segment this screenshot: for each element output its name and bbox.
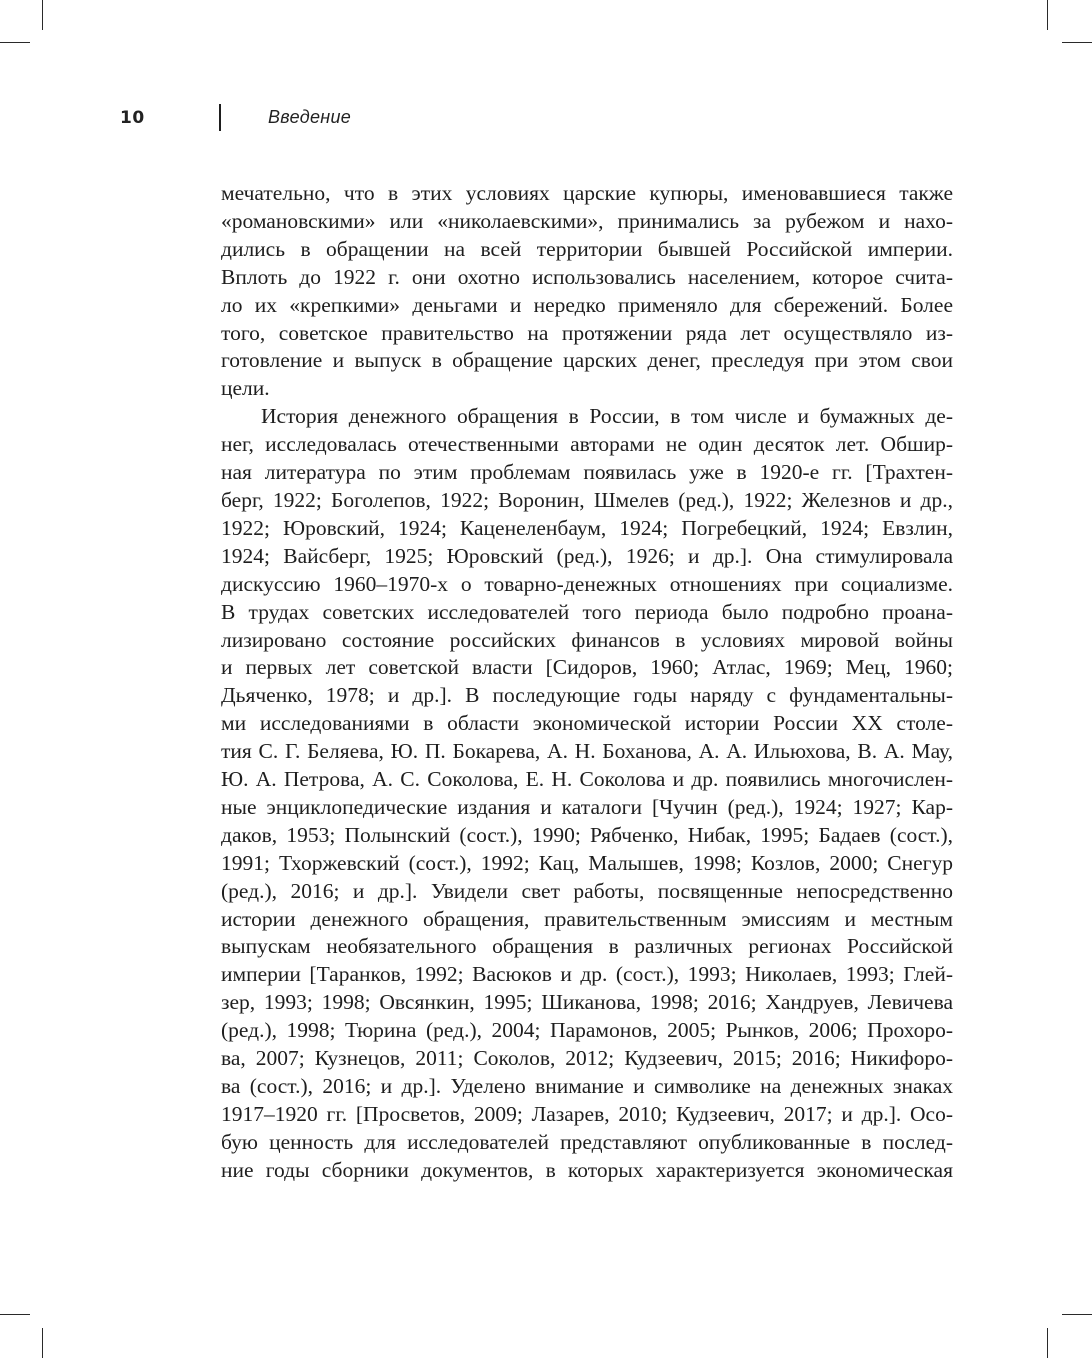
text-line: ная литература по этим проблемам появилась уже в 1920-е гг. [Трахтен- bbox=[221, 460, 953, 485]
text-line: (ред.), 2016; и др.]. Увидели свет работы, посвященные непосредственно bbox=[221, 878, 953, 903]
text-line: В трудах советских исследователей того периода было подробно проана- bbox=[221, 599, 953, 624]
text-line: готовление и выпуск в обращение царских денег, преследуя при этом свои bbox=[221, 348, 953, 373]
text-line: истории денежного обращения, правительственным эмиссиям и местным bbox=[221, 906, 953, 931]
text-line: выпускам необязательного обращения в различных регионах Российской bbox=[221, 934, 953, 959]
crop-mark-bottom-left-v bbox=[42, 1328, 43, 1358]
text-line: нег, исследовалась отечественными авторами не один десяток лет. Обшир- bbox=[221, 432, 953, 457]
text-line: дились в обращении на всей территории бывшей Российской империи. bbox=[221, 236, 953, 261]
text-line: Вплоть до 1922 г. они охотно использовались населением, которое счита- bbox=[221, 264, 953, 289]
text-line: ло их «крепкими» деньгами и нередко применяло для сбережений. Более bbox=[221, 292, 953, 317]
text-line: мечательно, что в этих условиях царские купюры, именовавшиеся также bbox=[221, 181, 953, 205]
text-line: 1924; Вайсберг, 1925; Юровский (ред.), 1926; и др.]. Она стимулировала bbox=[221, 543, 953, 568]
text-line: ние годы сборники документов, в которых характеризуется экономическая bbox=[221, 1157, 953, 1182]
text-line: дискуссию 1960–1970-х о товарно-денежных отношениях при социализме. bbox=[221, 571, 953, 596]
text-line: ные энциклопедические издания и каталоги [Чучин (ред.), 1924; 1927; Кар- bbox=[221, 794, 953, 819]
text-line: тия С. Г. Беляева, Ю. П. Бокарева, А. Н. Боханова, А. А. Ильюхова, В. А. Мау, bbox=[221, 739, 953, 764]
text-line: 1917–1920 гг. [Просветов, 2009; Лазарев, 2010; Кудзеевич, 2017; и др.]. Осо- bbox=[221, 1101, 953, 1126]
crop-mark-top-left-h bbox=[0, 42, 30, 43]
paragraph-1 bbox=[221, 180, 953, 403]
crop-mark-top-left-v bbox=[42, 0, 43, 30]
crop-mark-top-right-v bbox=[1047, 0, 1048, 30]
text-line: ми исследованиями в области экономической истории России XX столе- bbox=[221, 711, 953, 736]
text-line: империи [Таранков, 1992; Васюков и др. (сост.), 1993; Николаев, 1993; Глей- bbox=[221, 962, 953, 987]
text-line: ва, 2007; Кузнецов, 2011; Соколов, 2012; Кудзеевич, 2015; 2016; Никифоро- bbox=[221, 1046, 953, 1071]
text-line: История денежного обращения в России, в том числе и бумажных де- bbox=[261, 404, 953, 429]
text-line: бую ценность для исследователей представляют опубликованные в послед- bbox=[221, 1129, 953, 1154]
text-line: зер, 1993; 1998; Овсянкин, 1995; Шиканова, 1998; 2016; Хандруев, Левичева bbox=[221, 990, 953, 1015]
text-line: цели. bbox=[221, 376, 270, 401]
text-line: Дьяченко, 1978; и др.]. В последующие годы наряду с фундаментальны- bbox=[221, 683, 953, 708]
text-line: того, советское правительство на протяжении ряда лет осуществляло из- bbox=[221, 320, 953, 345]
text-line: берг, 1922; Боголепов, 1922; Воронин, Шмелев (ред.), 1922; Железнов и др., bbox=[221, 487, 953, 512]
running-title: Введение bbox=[268, 107, 352, 127]
text-line: ва (сост.), 2016; и др.]. Уделено внимание и символике на денежных знаках bbox=[221, 1074, 953, 1098]
text-line: Ю. А. Петрова, А. С. Соколова, Е. Н. Соколова и др. появились многочислен- bbox=[221, 767, 953, 792]
text-line: (ред.), 1998; Тюрина (ред.), 2004; Парамонов, 2005; Рынков, 2006; Прохоро- bbox=[221, 1018, 953, 1043]
text-line: лизировано состояние российских финансов в условиях мировой войны bbox=[221, 627, 953, 652]
header-divider bbox=[219, 104, 221, 131]
text-line: 1922; Юровский, 1924; Каценеленбаум, 1924; Погребецкий, 1924; Евзлин, bbox=[221, 515, 953, 540]
crop-mark-bottom-left-h bbox=[0, 1314, 30, 1315]
crop-mark-top-right-h bbox=[1062, 42, 1092, 43]
body-text bbox=[221, 180, 953, 1185]
text-line: даков, 1953; Полынский (сост.), 1990; Рябченко, Нибак, 1995; Бадаев (сост.), bbox=[221, 822, 953, 847]
text-line: и первых лет советской власти [Сидоров, 1960; Атлас, 1969; Мец, 1960; bbox=[221, 655, 953, 680]
crop-mark-bottom-right-h bbox=[1062, 1314, 1092, 1315]
text-line: 1991; Тхоржевский (сост.), 1992; Кац, Малышев, 1998; Козлов, 2000; Снегур bbox=[221, 850, 953, 875]
text-line: «романовскими» или «николаевскими», принимались за рубежом и нахо- bbox=[221, 208, 953, 233]
paragraph-2 bbox=[221, 403, 953, 1184]
crop-mark-bottom-right-v bbox=[1047, 1328, 1048, 1358]
page-number: 10 bbox=[120, 108, 145, 128]
